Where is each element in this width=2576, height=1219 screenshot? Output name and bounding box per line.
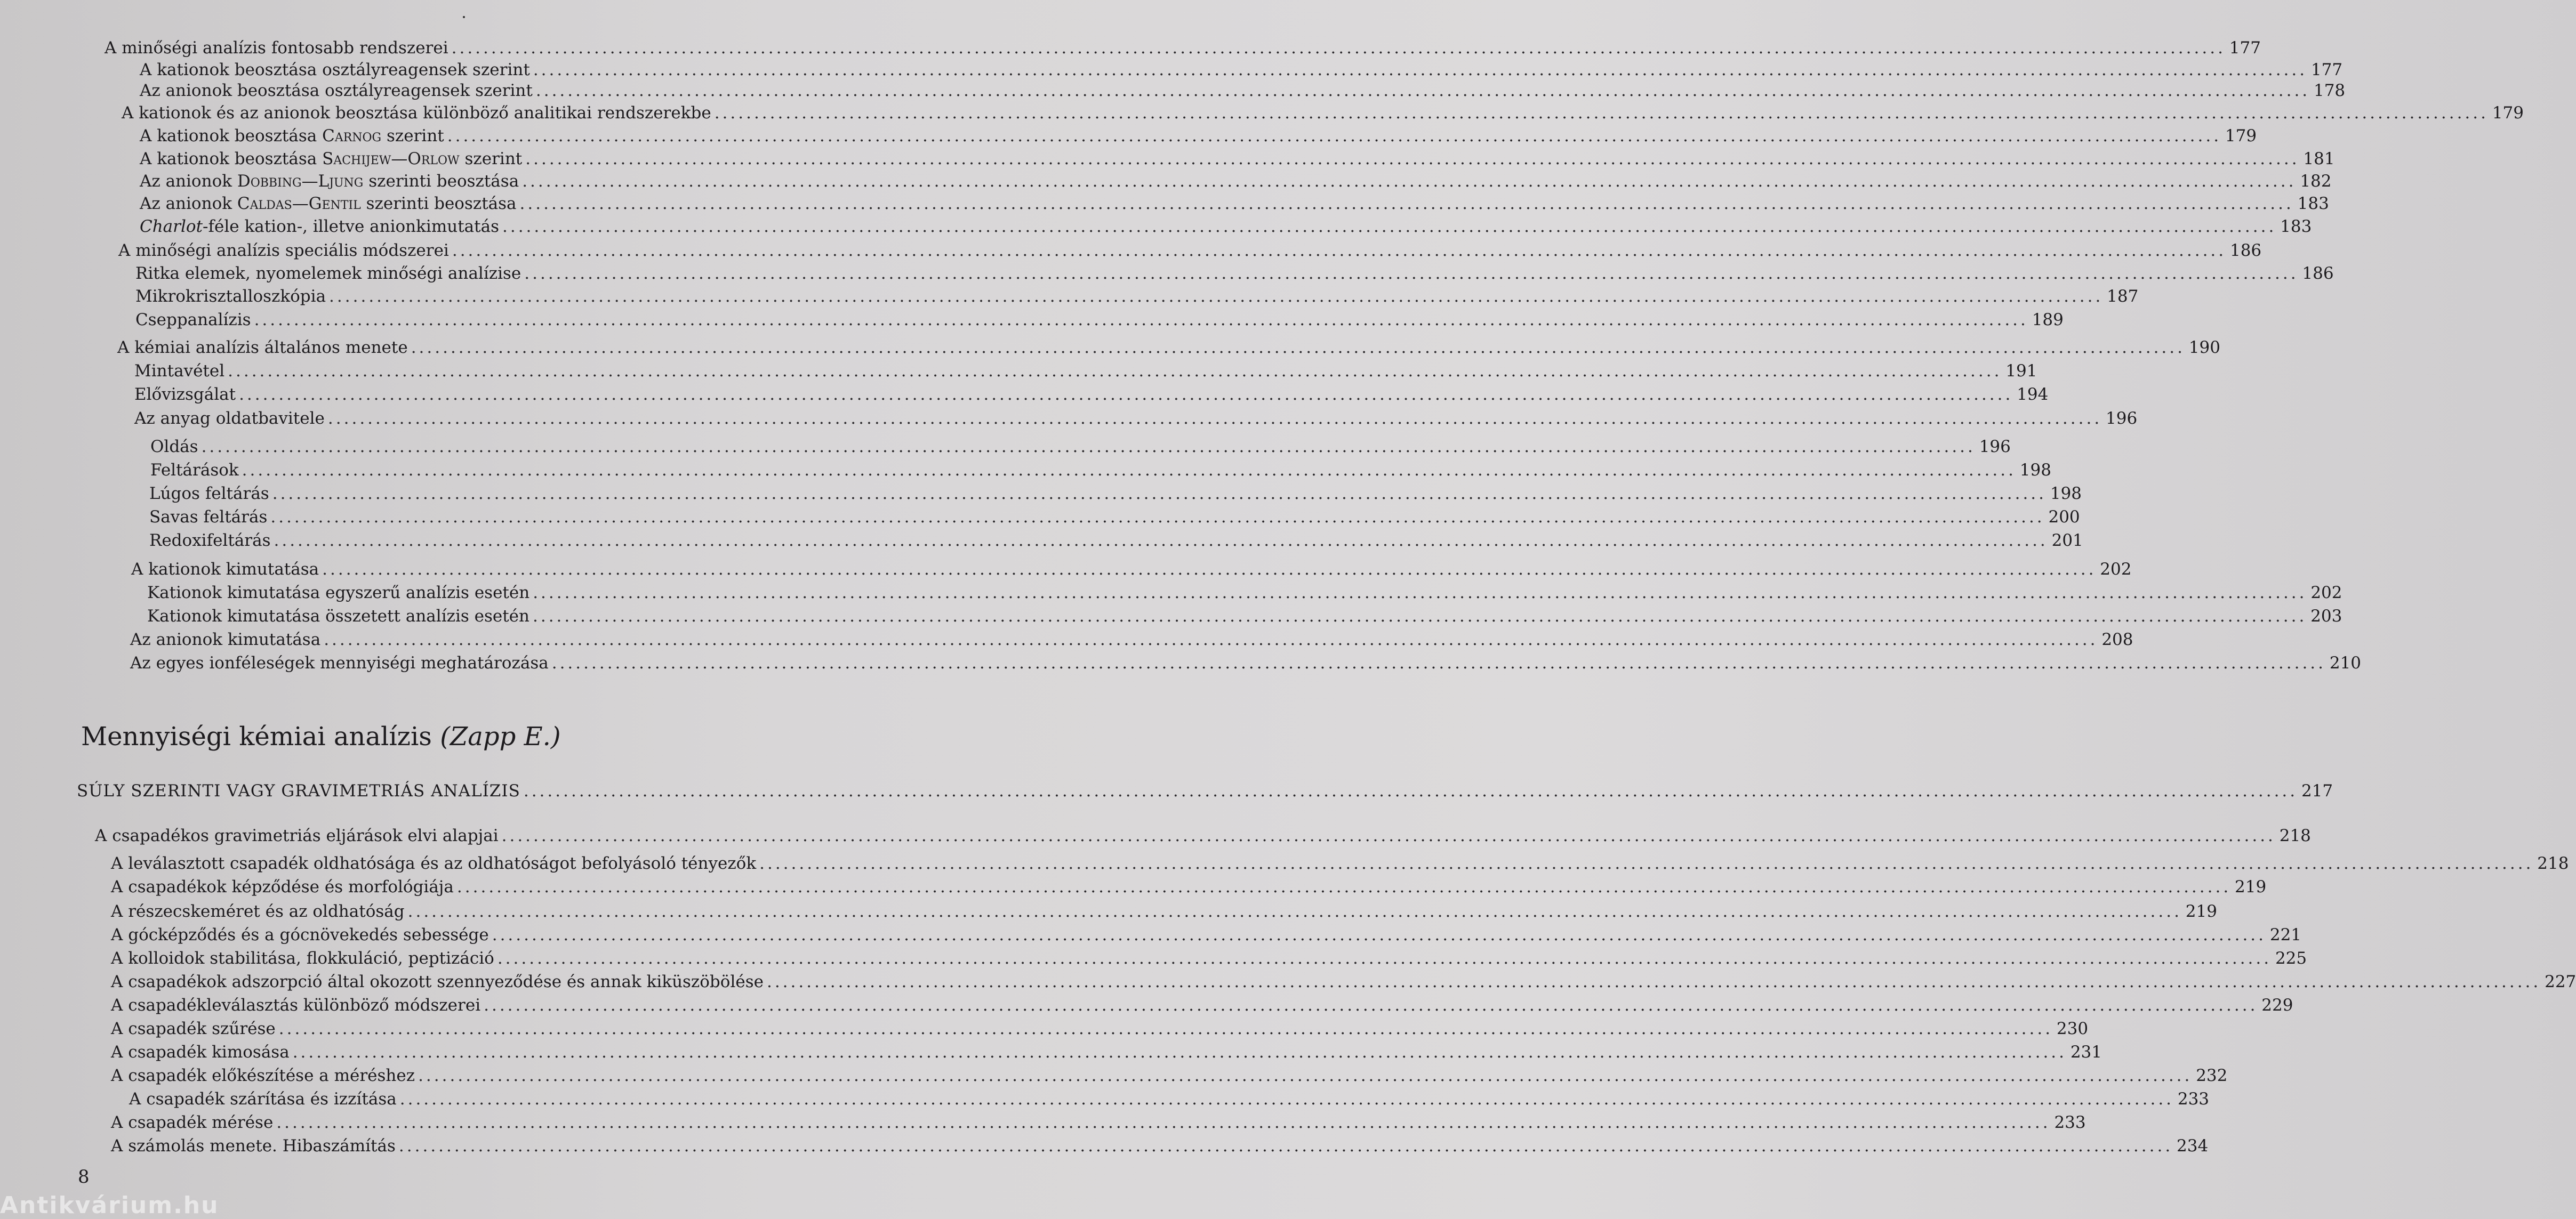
toc-entry-title <box>140 193 517 214</box>
toc-entry-page: 219 <box>2185 902 2217 921</box>
title-part: szerint <box>459 149 523 168</box>
toc-entry-title: A csapadék szűrése <box>111 1019 276 1038</box>
title-part: A kationok beosztása <box>140 149 323 168</box>
author-name: Caldas—Gentil <box>237 194 361 213</box>
leader-dots: ................................................................................................................................................................................................................................ <box>274 531 2048 550</box>
toc-entry-page: 187 <box>2107 287 2139 306</box>
toc-entry-title: Kationok kimutatása egyszerű analízis esetén <box>147 583 530 602</box>
toc-entry <box>134 408 2138 429</box>
leader-dots: ................................................................................................................................................................................................................................ <box>524 264 2299 283</box>
leader-dots: ................................................................................................................................................................................................................................ <box>714 103 2489 123</box>
toc-entry <box>111 876 2267 898</box>
part-title: Mennyiségi kémiai analízis <box>81 722 432 752</box>
toc-entry-title: A csapadékleválasztás különböző módszerei <box>111 996 481 1015</box>
leader-dots: ................................................................................................................................................................................................................................ <box>484 996 2258 1015</box>
toc-entry-page: 202 <box>2100 560 2132 579</box>
leader-dots: ................................................................................................................................................................................................................................ <box>456 877 2232 897</box>
toc-entry-title: A csapadék mérése <box>111 1113 274 1132</box>
toc-entry <box>150 436 2011 457</box>
toc-entry-page: 198 <box>2019 461 2051 480</box>
leader-dots: ................................................................................................................................................................................................................................ <box>270 507 2045 527</box>
toc-entry <box>111 948 2307 969</box>
toc-entry <box>111 1042 2102 1063</box>
toc-entry-page: 183 <box>2280 217 2312 236</box>
toc-entry-page: 178 <box>2313 81 2346 100</box>
toc-entry <box>149 483 2082 504</box>
leader-dots: ................................................................................................................................................................................................................................ <box>551 653 2326 673</box>
part-heading <box>81 721 561 753</box>
toc-entry-title: Feltárások <box>150 461 239 480</box>
toc-entry <box>140 216 2312 237</box>
toc-entry <box>147 582 2342 603</box>
toc-entry-title: A csapadékok képződése és morfológiája <box>111 877 454 897</box>
toc-entry <box>95 825 2311 846</box>
leader-dots: ................................................................................................................................................................................................................................ <box>292 1043 2067 1062</box>
toc-entry <box>118 240 2262 261</box>
watermark: Antikvárium.hu <box>0 1192 219 1219</box>
toc-entry-title: A minőségi analízis speciális módszerei <box>118 241 449 260</box>
toc-entry-title: Cseppanalízis <box>135 310 251 329</box>
toc-entry-page: 186 <box>2229 241 2262 260</box>
toc-entry-page: 183 <box>2297 194 2329 213</box>
leader-dots: ................................................................................................................................................................................................................................ <box>239 385 2013 404</box>
toc-entry-title: A gócképződés és a gócnövekedés sebessége <box>111 925 489 944</box>
toc-entry <box>135 263 2334 284</box>
leader-dots: ................................................................................................................................................................................................................................ <box>525 149 2300 168</box>
toc-entry <box>111 971 2576 992</box>
toc-entry-title: A kationok beosztása osztályreagensek szerint <box>140 60 530 79</box>
toc-entry <box>134 360 2037 382</box>
toc-entry-title <box>140 216 499 237</box>
title-part: szerint <box>381 126 444 146</box>
toc-entry-page: 191 <box>2005 361 2037 381</box>
toc-entry-page: 231 <box>2070 1043 2102 1062</box>
toc-entry-page: 200 <box>2048 507 2080 527</box>
toc-entry-page: 182 <box>2300 172 2332 191</box>
toc-entry <box>149 506 2080 528</box>
author-name: Charlot <box>140 217 203 236</box>
toc-entry-title: A kémiai analízis általános menete <box>117 338 408 357</box>
toc-entry <box>111 995 2293 1016</box>
author-name: Dobbing—Ljung <box>237 172 364 191</box>
toc-entry-page: 179 <box>2492 103 2524 123</box>
toc-entry-title: Savas feltárás <box>149 507 268 527</box>
toc-entry-page: 198 <box>2050 484 2082 503</box>
title-part: -féle kation-, illetve anionkimutatás <box>203 217 499 236</box>
leader-dots: ................................................................................................................................................................................................................................ <box>451 38 2226 58</box>
toc-entry <box>111 853 2569 874</box>
toc-entry <box>130 652 2362 674</box>
leader-dots: ................................................................................................................................................................................................................................ <box>398 1136 2173 1156</box>
toc-entry-title: Ritka elemek, nyomelemek minőségi analízise <box>135 264 521 283</box>
leader-dots: ................................................................................................................................................................................................................................ <box>276 1113 2051 1132</box>
toc-entry-page: 227 <box>2545 972 2576 991</box>
toc-entry <box>111 1065 2228 1086</box>
toc-entry <box>140 125 2257 147</box>
toc-entry <box>111 1135 2209 1157</box>
toc-entry-page: 234 <box>2177 1136 2209 1156</box>
toc-entry-title: A csapadék előkészítése a méréshez <box>111 1066 415 1085</box>
toc-entry-page: 201 <box>2051 531 2083 550</box>
toc-entry-page: 196 <box>1979 437 2011 456</box>
toc-entry-title: A csapadékos gravimetriás eljárások elvi alapjai <box>95 826 499 845</box>
page-number: 8 <box>78 1166 90 1188</box>
leader-dots: ................................................................................................................................................................................................................................ <box>501 826 2276 845</box>
leader-dots: ................................................................................................................................................................................................................................ <box>497 949 2272 968</box>
toc-entry-page: 229 <box>2261 996 2293 1015</box>
toc-entry <box>140 171 2332 192</box>
toc-entry-title: Mintavétel <box>134 361 225 381</box>
toc-entry <box>135 286 2139 307</box>
toc-entry-title: Mikrokrisztalloszkópia <box>135 287 326 306</box>
toc-entry-title <box>140 171 519 192</box>
dot-mark <box>463 16 465 18</box>
author-name: Carnog <box>322 126 382 146</box>
toc-entry-title: A kationok kimutatása <box>131 560 319 579</box>
toc-entry-title: Az anyag oldatbavitele <box>134 409 325 428</box>
author-name: Sachijew—Orlow <box>322 149 460 168</box>
title-part: szerinti beosztása <box>360 194 517 213</box>
title-part: A kationok beosztása <box>140 126 323 146</box>
toc-entry-page: 233 <box>2054 1113 2086 1132</box>
leader-dots: ................................................................................................................................................................................................................................ <box>766 972 2541 991</box>
leader-dots: ................................................................................................................................................................................................................................ <box>407 902 2182 921</box>
leader-dots: ................................................................................................................................................................................................................................ <box>324 630 2098 649</box>
toc-entry-title: Az egyes ionféleségek mennyiségi meghatározása <box>130 653 549 673</box>
toc-entry-page: 177 <box>2310 60 2343 79</box>
toc-entry-page: 190 <box>2188 338 2220 357</box>
toc-entry-page: 218 <box>2279 826 2311 845</box>
leader-dots: ................................................................................................................................................................................................................................ <box>519 194 2294 213</box>
leader-dots: ................................................................................................................................................................................................................................ <box>242 461 2016 480</box>
toc-entry-page: 232 <box>2196 1066 2228 1085</box>
leader-dots: ................................................................................................................................................................................................................................ <box>322 560 2097 579</box>
leader-dots: ................................................................................................................................................................................................................................ <box>533 583 2307 602</box>
toc-entry <box>111 924 2302 946</box>
toc-entry-title: A csapadékok adszorpció által okozott szennyeződése és annak kiküszöbölése <box>111 972 764 991</box>
toc-entry-title <box>140 148 522 169</box>
toc-entry <box>111 1112 2086 1133</box>
leader-dots: ................................................................................................................................................................................................................................ <box>533 60 2308 79</box>
toc-entry-page: 230 <box>2056 1019 2089 1038</box>
title-part: Az anionok <box>140 194 237 213</box>
toc-entry-page: 196 <box>2106 409 2138 428</box>
toc-entry-page: 221 <box>2269 925 2302 944</box>
leader-dots: ................................................................................................................................................................................................................................ <box>278 1019 2053 1038</box>
toc-entry-title: Elővizsgálat <box>134 385 236 404</box>
toc-entry <box>134 384 2049 405</box>
toc-entry-title: A csapadék szárítása és izzítása <box>129 1089 397 1109</box>
toc-entry-page: 203 <box>2310 607 2342 626</box>
toc-entry-page: 210 <box>2329 653 2362 673</box>
toc-entry-page: 194 <box>2017 385 2049 404</box>
toc-entry-title: A számolás menete. Hibaszámítás <box>111 1136 396 1156</box>
leader-dots: ................................................................................................................................................................................................................................ <box>201 437 1976 456</box>
toc-entry-title: A részecskeméret és az oldhatóság <box>111 902 405 921</box>
toc-entry-page: 181 <box>2303 149 2335 168</box>
toc-entry <box>117 337 2220 358</box>
toc-entry-page: 189 <box>2032 310 2064 329</box>
leader-dots: ................................................................................................................................................................................................................................ <box>522 172 2297 191</box>
toc-entry <box>140 59 2343 80</box>
part-author: (Zapp E.) <box>440 722 561 752</box>
toc-entry-page: 202 <box>2310 583 2342 602</box>
toc-entry <box>122 102 2524 124</box>
leader-dots: ................................................................................................................................................................................................................................ <box>533 607 2307 626</box>
leader-dots: ................................................................................................................................................................................................................................ <box>523 781 2298 801</box>
toc-entry-page: 233 <box>2177 1089 2210 1109</box>
toc-entry <box>131 559 2132 580</box>
toc-entry <box>129 1088 2210 1110</box>
toc-entry-page: 179 <box>2225 126 2257 146</box>
toc-entry-title: Az anionok beosztása osztályreagensek szerint <box>140 81 533 100</box>
toc-entry <box>147 606 2342 627</box>
toc-entry-page: 219 <box>2235 877 2267 897</box>
section-page: 217 <box>2301 781 2333 801</box>
toc-entry <box>140 148 2335 169</box>
leader-dots: ................................................................................................................................................................................................................................ <box>329 287 2104 306</box>
toc-entry <box>111 901 2217 922</box>
toc-entry <box>150 459 2051 481</box>
toc-entry <box>111 1018 2089 1039</box>
toc-entry-title: Lúgos feltárás <box>149 484 269 503</box>
toc-entry <box>135 309 2064 330</box>
title-part: Az anionok <box>140 172 237 191</box>
section-title: SÚLY SZERINTI VAGY GRAVIMETRIÁS ANALÍZIS <box>77 781 520 801</box>
toc-entry-title: A minőségi analízis fontosabb rendszerei <box>105 38 448 58</box>
toc-entry <box>130 629 2133 650</box>
toc-entry-title: A kolloidok stabilitása, flokkuláció, peptizáció <box>111 949 494 968</box>
toc-entry <box>140 80 2346 101</box>
toc-entry-page: 186 <box>2302 264 2334 283</box>
leader-dots: ................................................................................................................................................................................................................................ <box>452 241 2227 260</box>
section-heading <box>77 780 2333 802</box>
toc-entry <box>149 530 2083 551</box>
toc-entry-page: 208 <box>2101 630 2133 649</box>
toc-entry-title: Oldás <box>150 437 198 456</box>
leader-dots: ................................................................................................................................................................................................................................ <box>759 854 2534 873</box>
leader-dots: ................................................................................................................................................................................................................................ <box>418 1066 2193 1085</box>
toc-entry-title: A csapadék kimosása <box>111 1043 290 1062</box>
leader-dots: ................................................................................................................................................................................................................................ <box>535 81 2310 100</box>
leader-dots: ................................................................................................................................................................................................................................ <box>228 361 2002 381</box>
leader-dots: ................................................................................................................................................................................................................................ <box>254 310 2028 329</box>
toc-entry-title: Kationok kimutatása összetett analízis esetén <box>147 607 529 626</box>
toc-entry-title: Redoxifeltárás <box>149 531 271 550</box>
toc-entry-title: A leválasztott csapadék oldhatósága és az oldhatóságot befolyásoló tényezők <box>111 854 757 873</box>
leader-dots: ................................................................................................................................................................................................................................ <box>447 126 2222 146</box>
leader-dots: ................................................................................................................................................................................................................................ <box>399 1089 2174 1109</box>
leader-dots: ................................................................................................................................................................................................................................ <box>492 925 2267 944</box>
leader-dots: ................................................................................................................................................................................................................................ <box>411 338 2185 357</box>
toc-entry-title <box>140 125 444 147</box>
toc-entry-page: 218 <box>2537 854 2569 873</box>
title-part: szerinti beosztása <box>363 172 519 191</box>
leader-dots: ................................................................................................................................................................................................................................ <box>502 217 2277 236</box>
toc-entry <box>105 37 2261 59</box>
toc-entry-title: Az anionok kimutatása <box>130 630 321 649</box>
leader-dots: ................................................................................................................................................................................................................................ <box>327 409 2102 428</box>
toc-entry <box>140 193 2329 214</box>
leader-dots: ................................................................................................................................................................................................................................ <box>272 484 2047 503</box>
toc-entry-page: 225 <box>2275 949 2307 968</box>
toc-entry-title: A kationok és az anionok beosztása különböző analitikai rendszerekbe <box>122 103 711 123</box>
toc-entry-page: 177 <box>2229 38 2261 58</box>
